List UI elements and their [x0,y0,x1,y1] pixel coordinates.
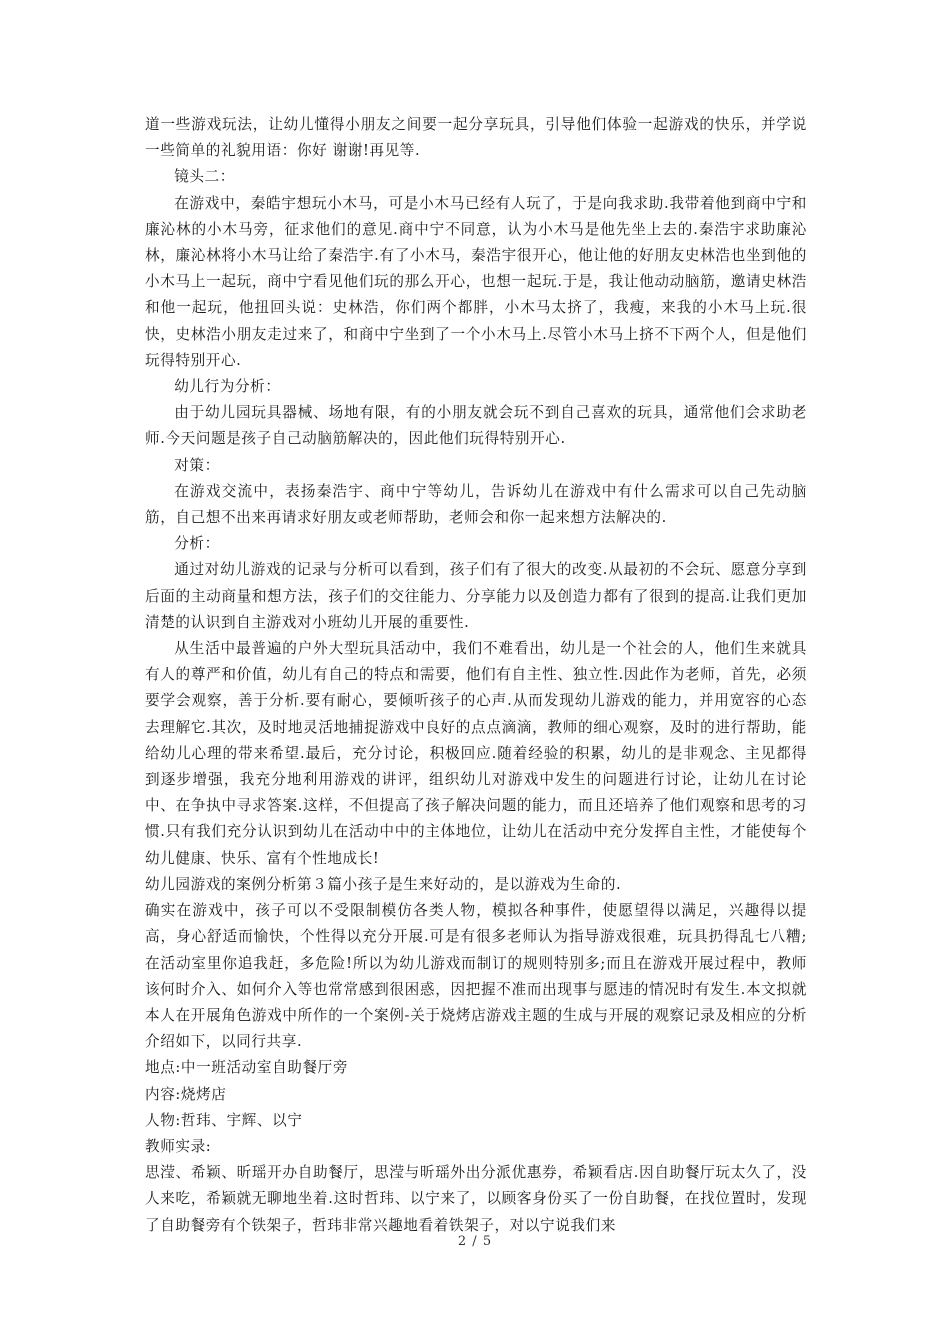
paragraph: 人物:哲玮、宇辉、以宁 [145,1111,303,1129]
paragraph: 确实在游戏中，孩子可以不受限制模仿各类人物，模拟各种事件，使愿望得以满足，兴趣得以提高，身心舒适而愉快，个性得以充分开展.可是有很多老师认为指导游戏很难，玩具扔得乱七八糟;在活动室里你追我赶，多危险!所以为幼儿游戏而制订的规则特别多;而且在游戏开展过程中，教师该何时介入、如何介入等也常常感到很困惑，因把握不准而出现事与愿违的情况时有发生.本文拟就本人在开展角色游戏中所作的一个案例-关于烧烤店游戏主题的生成与开展的观察记录及相应的分析介绍如下，以同行共享. [145,902,807,1051]
paragraph: 道一些游戏玩法，让幼儿懂得小朋友之间要一起分享玩具，引导他们体验一起游戏的快乐，并学说一些简单的礼貌用语：你好 谢谢!再见等. [145,116,807,160]
paragraph: 由于幼儿园玩具器械、场地有限，有的小朋友就会玩不到自己喜欢的玩具，通常他们会求助老师.今天问题是孩子自己动脑筋解决的，因此他们玩得特别开心. [145,404,807,448]
paragraph: 对策： [174,456,220,474]
paragraph: 内容:烧烤店 [145,1085,227,1103]
page-number: 2 / 5 [457,1234,493,1249]
document-body [145,112,807,1239]
paragraph: 在游戏中，秦皓宇想玩小木马，可是小木马已经有人玩了，于是向我求助.我带着他到商中宁和廉沁林的小木马旁，征求他们的意见.商中宁不同意，认为小木马是他先坐上去的.秦浩宇求助廉沁林，廉沁林将小木马让给了秦浩宇.有了小木马，秦浩宇很开心，他让他的好朋友史林浩也坐到他的小木马上一起玩，商中宁看见他们玩的那么开心，也想一起玩.于是，我让他动动脑筋，邀请史林浩和他一起玩，他扭回头说：史林浩，你们两个都胖，小木马太挤了，我瘦，来我的小木马上玩.很快，史林浩小朋友走过来了，和商中宁坐到了一个小木马上.尽管小木马上挤不下两个人，但是他们玩得特别开心. [145,194,807,369]
paragraph: 幼儿行为分析： [174,378,281,396]
paragraph: 从生活中最普遍的户外大型玩具活动中，我们不难看出，幼儿是一个社会的人，他们生来就具有人的尊严和价值，幼儿有自己的特点和需要，他们有自主性、独立性.因此作为老师，首先，必须要学会观察，善于分析.要有耐心，要倾听孩子的心声.从而发现幼儿游戏的能力，并用宽容的心态去理解它.其次，及时地灵活地捕捉游戏中良好的点点滴滴，教师的细心观察，及时的进行帮助，能给幼儿心理的带来希望.最后，充分讨论，积极回应.随着经验的积累，幼儿的是非观念、主见都得到逐步增强，我充分地利用游戏的讲评，组织幼儿对游戏中发生的问题进行讨论，让幼儿在讨论中、在争执中寻求答案.这样，不但提高了孩子解决问题的能力，而且还培养了他们观察和思考的习惯.只有我们充分认识到幼儿在活动中中的主体地位，让幼儿在活动中充分发挥自主性，才能使每个幼儿健康、快乐、富有个性地成长! [145,640,807,867]
paragraph: 通过对幼儿游戏的记录与分析可以看到，孩子们有了很大的改变.从最初的不会玩、愿意分享到后面的主动商量和想方法，孩子们的交往能力、分享能力以及创造力都有了很到的提高.让我们更加清楚的认识到自主游戏对小班幼儿开展的重要性. [145,561,807,631]
paragraph: 在游戏交流中，表扬秦浩宇、商中宁等幼儿，告诉幼儿在游戏中有什么需求可以自己先动脑筋，自己想不出来再请求好朋友或老师帮助，老师会和你一起来想方法解决的. [145,482,807,527]
paragraph: 思滢、希颖、昕瑶开办自助餐厅，思滢与昕瑶外出分派优惠券，希颖看店.因自助餐厅玩太久了，没人来吃，希颖就无聊地坐着.这时哲玮、以宁来了，以顾客身份买了一份自助餐，在找位置时，发现了自助餐旁有个铁架子，哲玮非常兴趣地看着铁架子，对以宁说我们来 [145,1164,807,1234]
paragraph: 镜头二： [174,168,235,186]
paragraph: 幼儿园游戏的案例分析第３篇小孩子是生来好动的，是以游戏为生命的. [145,875,622,893]
paragraph: 分析： [174,535,220,553]
paragraph: 教师实录: [145,1137,212,1155]
paragraph: 地点:中一班活动室自助餐厅旁 [145,1059,349,1077]
